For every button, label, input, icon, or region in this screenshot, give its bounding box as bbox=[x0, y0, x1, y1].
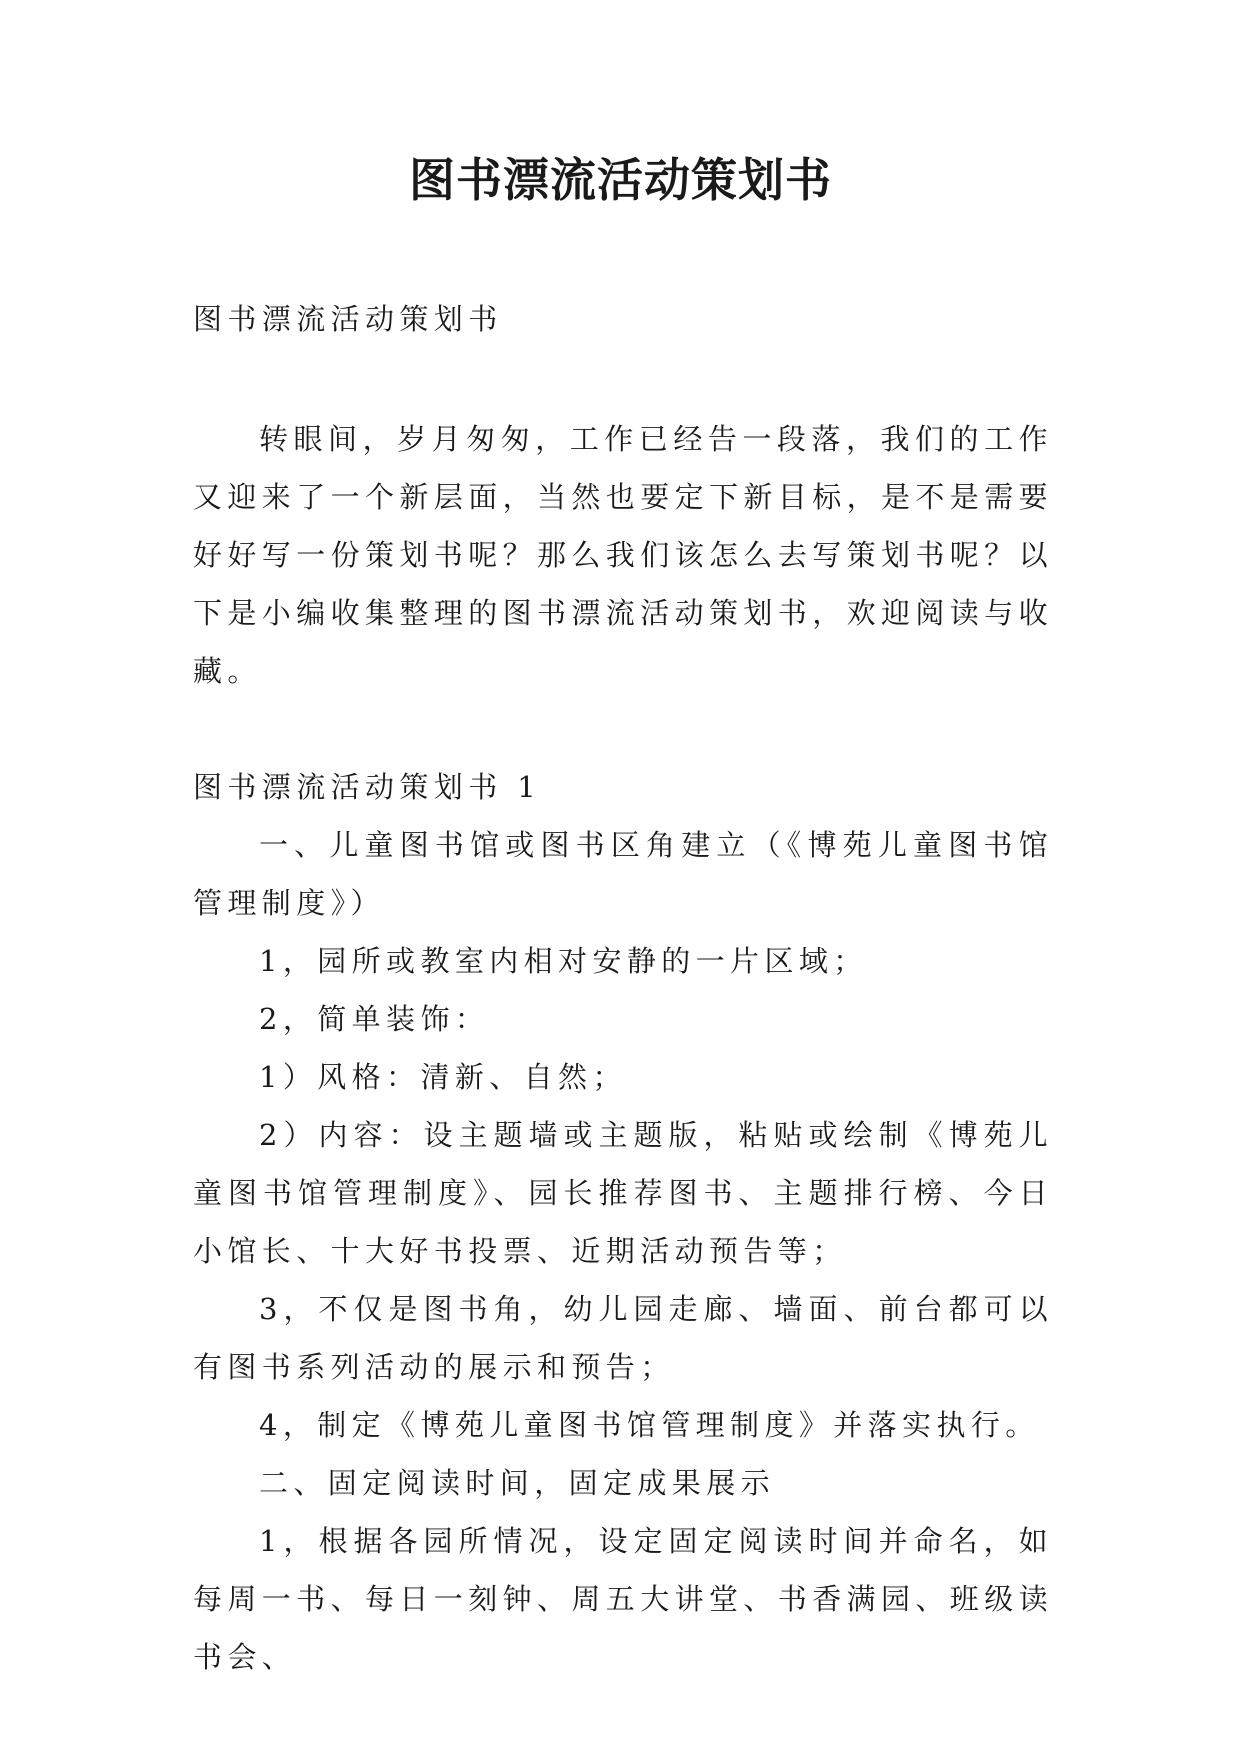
document-title: 图书漂流活动策划书 bbox=[409, 153, 832, 207]
paragraph: 1，园所或教室内相对安静的一片区域； bbox=[259, 944, 868, 978]
paragraph: 一、儿童图书馆或图书区角建立（《博苑儿童图书馆管理制度》） bbox=[193, 828, 1053, 920]
paragraph: 4，制定《博苑儿童图书馆管理制度》并落实执行。 bbox=[259, 1408, 1040, 1442]
intro-paragraph: 转眼间，岁月匆匆，工作已经告一段落，我们的工作又迎来了一个新层面，当然也要定下新目标，是不是需要好好写一份策划书呢？那么我们该怎么去写策划书呢？以下是小编收集整理的图书漂流活动策划书，欢迎阅读与收藏。 bbox=[193, 422, 1054, 688]
document-body bbox=[193, 290, 1053, 1686]
paragraph: 2，简单装饰： bbox=[259, 1002, 490, 1036]
paragraph: 1）风格：清新、自然； bbox=[259, 1060, 627, 1094]
paragraph: 2）内容：设主题墙或主题版，粘贴或绘制《博苑儿童图书馆管理制度》、园长推荐图书、主题排行榜、今日小馆长、十大好书投票、近期活动预告等； bbox=[193, 1118, 1053, 1268]
paragraph: 3，不仅是图书角，幼儿园走廊、墙面、前台都可以有图书系列活动的展示和预告； bbox=[193, 1292, 1053, 1384]
section-heading: 图书漂流活动策划书 1 bbox=[193, 770, 542, 804]
paragraph: 二、固定阅读时间，固定成果展示 bbox=[259, 1466, 776, 1500]
document-subtitle: 图书漂流活动策划书 bbox=[193, 302, 503, 336]
paragraph: 1，根据各园所情况，设定固定阅读时间并命名，如每周一书、每日一刻钟、周五大讲堂、书香满园、班级读书会、 bbox=[193, 1524, 1054, 1674]
